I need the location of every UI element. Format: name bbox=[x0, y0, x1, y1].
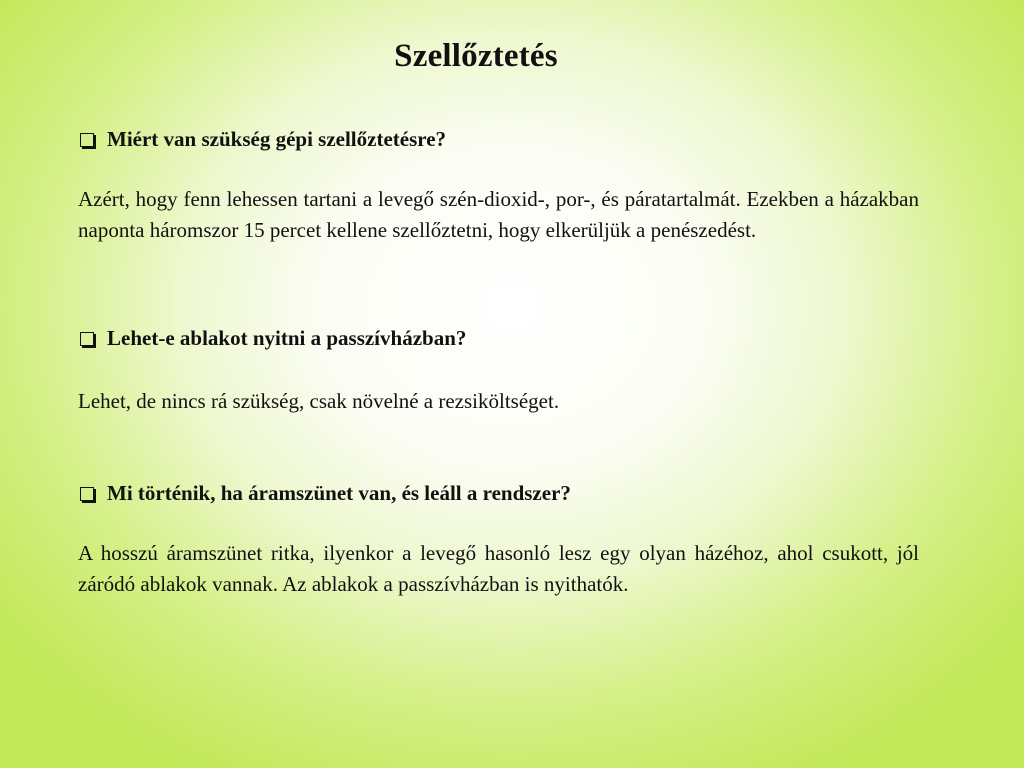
question-2-text: Lehet-e ablakot nyitni a passzívházban? bbox=[107, 326, 467, 350]
checkbox-icon bbox=[80, 332, 94, 346]
question-2 bbox=[80, 326, 920, 351]
answer-2: Lehet, de nincs rá szükség, csak növelné a rezsiköltséget. bbox=[78, 389, 560, 413]
question-3 bbox=[80, 481, 920, 506]
answer-1: Azért, hogy fenn lehessen tartani a levegő szén-dioxid-, por-, és páratartalmát. Ezekben a házakban naponta háromszor 15 percet kellene szellőztetni, hogy elkerüljük a penészedést. bbox=[78, 187, 919, 242]
answer-3: A hosszú áramszünet ritka, ilyenkor a levegő hasonló lesz egy olyan házéhoz, ahol csukott, jól záródó ablakok vannak. Az ablakok a passzívházban is nyithatók. bbox=[78, 541, 919, 596]
checkbox-icon bbox=[80, 133, 94, 147]
checkbox-icon bbox=[80, 487, 94, 501]
question-1 bbox=[80, 127, 920, 152]
slide-title: Szellőztetés bbox=[394, 38, 558, 74]
question-1-text: Miért van szükség gépi szellőztetésre? bbox=[107, 127, 447, 151]
question-3-text: Mi történik, ha áramszünet van, és leáll a rendszer? bbox=[107, 481, 571, 505]
